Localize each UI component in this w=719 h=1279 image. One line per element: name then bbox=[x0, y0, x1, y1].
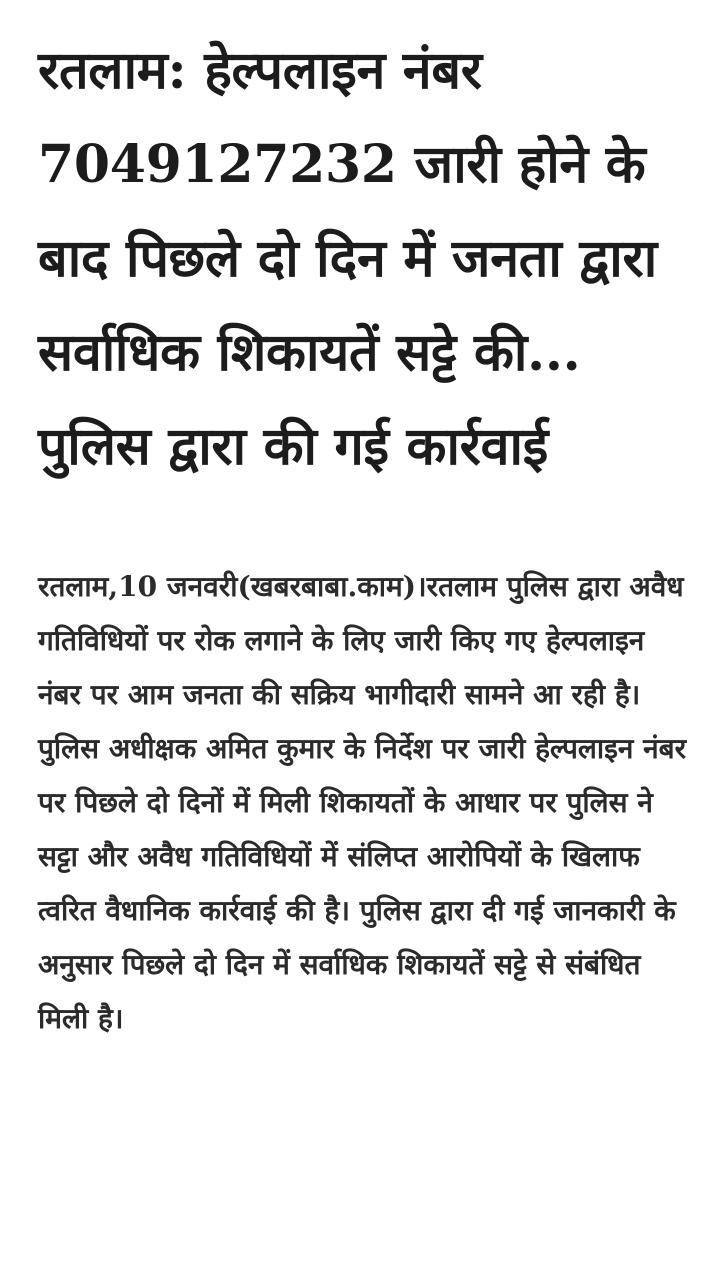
article-headline: रतलाम: हेल्पलाइन नंबर 7049127232 जारी होने के बाद पिछले दो दिन में जनता द्वारा सर्वाधिक शिकायतें सट्टे की... पुलिस द्वारा की गई कार्रवाई bbox=[38, 40, 657, 477]
article-body: रतलाम,10 जनवरी(खबरबाबा.काम)।रतलाम पुलिस द्वारा अवैध गतिविधियों पर रोक लगाने के लिए जारी किए गए हेल्पलाइन नंबर पर आम जनता की सक्रिय भागीदारी सामने आ रही है। पुलिस अधीक्षक अमित कुमार के निर्देश पर जारी हेल्पलाइन नंबर पर पिछले दो दिनों में मिली शिकायतों के आधार पर पुलिस ने सट्टा और अवैध गतिविधियों में संलिप्त आरोपियों के खिलाफ त्वरित वैधानिक कार्रवाई की है। पुलिस द्वारा दी गई जानकारी के अनुसार पिछले दो दिन में सर्वाधिक शिकायतें सट्टे से संबंधित मिली है। bbox=[38, 570, 687, 1035]
article bbox=[38, 24, 688, 1046]
